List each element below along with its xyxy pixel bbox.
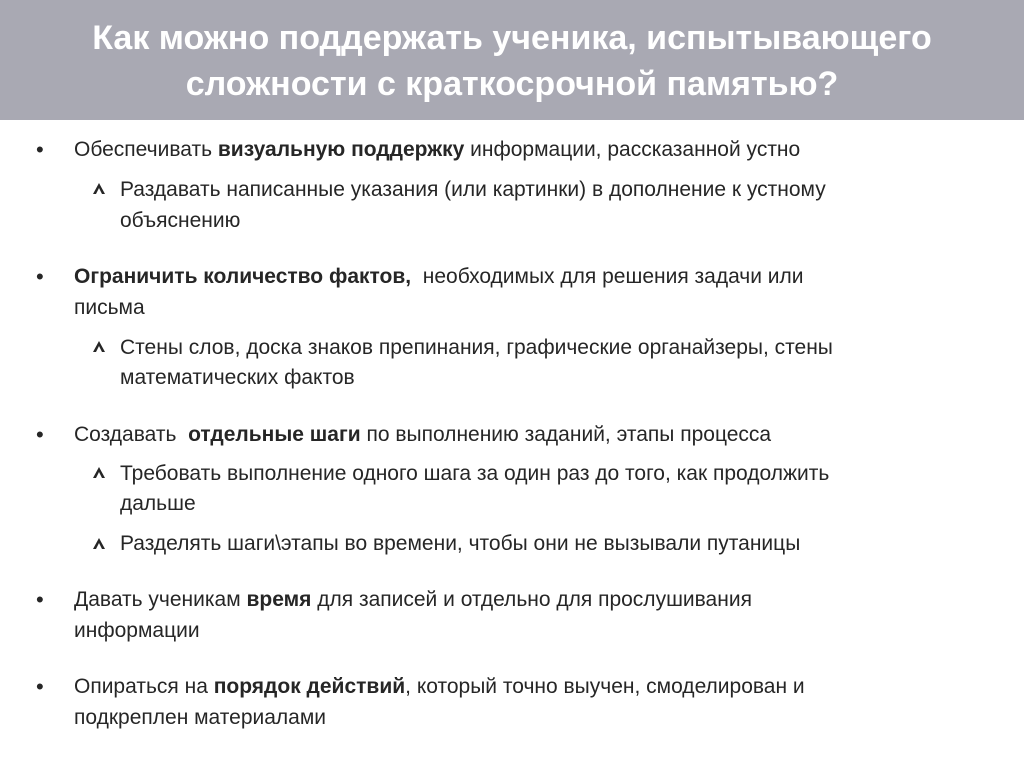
sub-item-3-2-line-1: Разделять шаги\этапы во времени, чтобы они не вызывали путаницы [120,532,801,555]
slide-title-line-2: сложности с краткосрочной памятью? [185,65,839,103]
bullet-item-5-line-1 [74,674,805,700]
bullet-item-5-line-2: подкреплен материалами [74,706,327,729]
sub-item-3-1-line-1: Требовать выполнение одного шага за один раз до того, как продолжить [120,462,830,485]
bullet-marker: • [36,674,44,699]
slide-title-line-1: Как можно поддержать ученика, испытывающего [92,19,932,57]
triangle-arrow-icon [92,466,106,480]
triangle-arrow-icon [92,182,106,196]
sub-item-1-1-line-1: Раздавать написанные указания (или картинки) в дополнение к устному [120,178,826,201]
bullet-item-1-text-a: Обеспечивать [74,138,218,161]
bullet-item-3-text-b: по выполнению заданий, этапы процесса [360,423,772,446]
bullet-item-1 [74,137,800,163]
bullet-item-2-text-a: необходимых для решения задачи или [411,265,804,288]
bullet-marker: • [36,264,44,289]
bullet-item-1-emphasis: визуальную поддержку [217,138,465,161]
bullet-item-4-line-1 [74,587,752,613]
bullet-marker: • [36,422,44,447]
bullet-item-5-text-b: , который точно выучен, смоделирован и [405,675,805,698]
bullet-item-4-text-b: для записей и отдельно для прослушивания [311,588,752,611]
bullet-item-2-emphasis: Ограничить количество фактов, [74,265,412,288]
bullet-item-3-text-a: Создавать [74,423,189,446]
bullet-item-1-text-b: информации, рассказанной устно [464,138,801,161]
bullet-item-3 [74,422,771,448]
bullet-item-2-line-1 [74,264,804,290]
bullet-item-3-emphasis: отдельные шаги [188,423,361,446]
bullet-item-4-line-2: информации [74,619,200,642]
sub-item-2-1-line-1: Стены слов, доска знаков препинания, графические органайзеры, стены [120,336,833,359]
sub-item-3-1-line-2: дальше [120,492,196,515]
sub-item-1-1-line-2: объяснению [120,209,241,232]
bullet-marker: • [36,137,44,162]
bullet-marker: • [36,587,44,612]
triangle-arrow-icon [92,537,106,551]
bullet-item-4-text-a: Давать ученикам [74,588,247,611]
bullet-item-2-line-2: письма [74,296,145,319]
bullet-item-5-emphasis: порядок действий [213,675,406,698]
bullet-item-5-text-a: Опираться на [74,675,214,698]
bullet-item-4-emphasis: время [246,588,312,611]
triangle-arrow-icon [92,340,106,354]
sub-item-2-1-line-2: математических фактов [120,366,355,389]
